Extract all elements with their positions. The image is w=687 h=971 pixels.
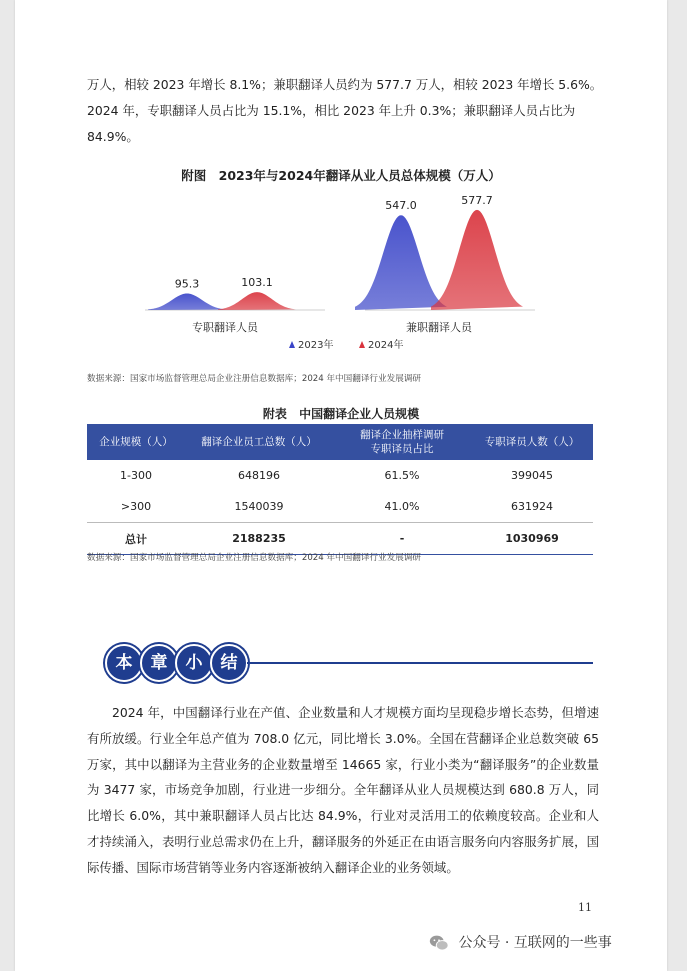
figure-title-text: 2023年与2024年翻译从业人员总体规模（万人） [218, 168, 501, 183]
table-cell: >300 [120, 500, 152, 513]
legend-label-2023: 2023年 [298, 340, 334, 351]
document-page [15, 0, 667, 971]
table-row [87, 491, 593, 523]
intro-line-2: 2024 年，专职翻译人员占比为 15.1%，相比 2023 年上升 0.3%；兼职翻译人员占比为 [87, 103, 576, 118]
table-cell: 648196 [238, 469, 280, 482]
chapter-summary-heading [87, 640, 597, 690]
figure-label: 附图 [181, 168, 207, 183]
value-label-fulltime-2023: 95.3 [174, 277, 200, 291]
chapter-summary-text: 2024 年，中国翻译行业在产值、企业数量和人才规模方面均呈现稳步增长态势，但增速有所放缓。行业全年总产值为 708.0 亿元，同比增长 3.0%。全国在营翻译企业总数突破 65 万家，其中以翻译为主营业务的企业数量增至 14665 家，行业小类为“翻译服务”的企业数量为 3477 家，市场竞争加剧，行业进一步细分。全年翻译从业人员规模达到 680.8 万人，同比增长 6.0%，其中兼职翻译人员占比达 84.9%，行业对灵活用工的依赖度较高。企业和人才持续涌入，表明行业总需求仍在上升，翻译服务的外延正在由语言服务向内容服务扩展，国际传播、国际市场营销等业务内容逐渐被纳入翻译企业的业务领域。 [87, 705, 599, 875]
table-cell: 61.5% [384, 469, 420, 482]
header-total-staff: 翻译企业员工总数（人） [185, 424, 333, 460]
wechat-icon [428, 932, 450, 954]
curve-fulltime-2024 [218, 292, 296, 310]
table-title-text: 中国翻译企业人员规模 [299, 407, 420, 421]
figure-title [15, 166, 667, 184]
table-total-row [87, 523, 593, 555]
table-title [15, 405, 667, 422]
figure-source: 数据来源：国家市场监督管理总局企业注册信息数据库；2024 年中国翻译行业发展调研 [87, 374, 421, 384]
table-label: 附表 [262, 407, 287, 421]
heading-char-2: 章 [140, 644, 178, 682]
category-label-parttime: 兼职翻译人员 [406, 321, 472, 334]
heading-char-3: 小 [175, 644, 213, 682]
intro-line-3: 84.9%。 [87, 129, 139, 144]
curve-parttime-2024 [431, 210, 523, 310]
total-staff: 2188235 [185, 523, 333, 555]
total-label: 总计 [87, 523, 185, 555]
heading-char-1: 本 [105, 644, 143, 682]
table-cell: 41.0% [384, 500, 420, 513]
total-ratio: - [333, 523, 471, 555]
header-fulltime-count: 专职译员人数（人） [471, 424, 593, 460]
heading-rule [247, 662, 593, 664]
value-label-parttime-2024: 577.7 [461, 193, 493, 207]
value-label-parttime-2023: 547.0 [385, 199, 417, 213]
legend [289, 338, 403, 351]
wechat-footer [428, 932, 612, 954]
table-cell: 1540039 [234, 500, 284, 513]
table-cell: 631924 [511, 500, 553, 513]
heading-char-4: 结 [210, 644, 248, 682]
table-row [87, 460, 593, 491]
legend-marker-2023 [289, 341, 295, 348]
table-source: 数据来源：国家市场监督管理总局企业注册信息数据库；2024 年中国翻译行业发展调研 [87, 553, 421, 563]
page-number: 11 [578, 901, 592, 914]
table-header-row [87, 424, 593, 460]
header-size: 企业规模（人） [87, 424, 185, 460]
legend-label-2024: 2024年 [368, 340, 404, 351]
header-fulltime-ratio: 翻译企业抽样调研 专职译员占比 [333, 424, 471, 460]
table-cell: 1-300 [120, 469, 152, 482]
table-cell: 399045 [511, 469, 553, 482]
total-fulltime: 1030969 [471, 523, 593, 555]
curve-parttime-2023 [355, 215, 447, 310]
footer-text: 公众号 · 互联网的一些事 [458, 935, 612, 951]
category-label-fulltime: 专职翻译人员 [192, 321, 258, 334]
staff-table [87, 424, 593, 555]
intro-line-1: 万人，相较 2023 年增长 8.1%；兼职翻译人员约为 577.7 万人，相较 2023 年增长 5.6%。 [87, 77, 603, 92]
value-label-fulltime-2024: 103.1 [241, 276, 273, 290]
curve-fulltime-2023 [148, 293, 226, 310]
staff-scale-chart [125, 188, 545, 368]
legend-marker-2024 [359, 341, 365, 348]
